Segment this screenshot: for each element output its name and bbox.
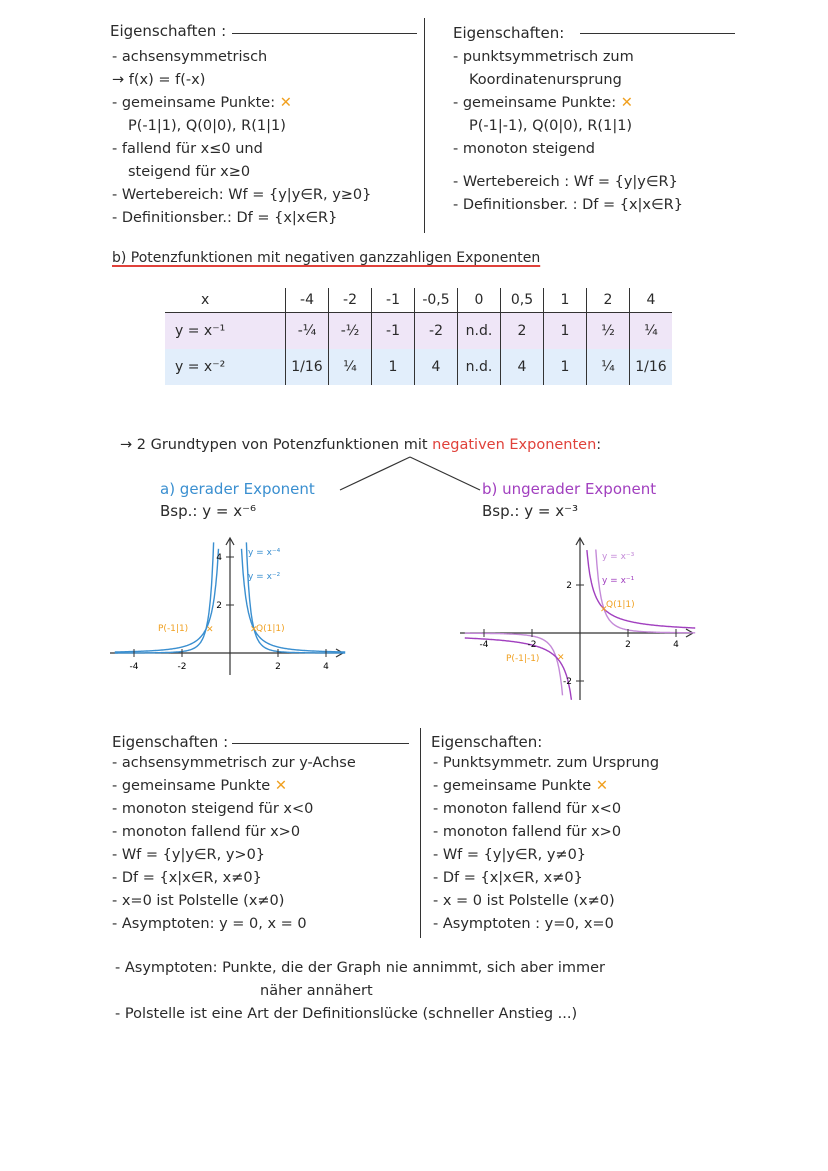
list-item: - Wf = {y|y∈R, y>0} bbox=[112, 847, 266, 863]
list-item: P(-1|1), Q(0|0), R(1|1) bbox=[128, 118, 286, 134]
list-item: - Asymptoten : y=0, x=0 bbox=[433, 916, 614, 932]
list-item: P(-1|-1), Q(0|0), R(1|1) bbox=[469, 118, 633, 134]
list-item: - x=0 ist Polstelle (x≠0) bbox=[112, 893, 285, 909]
list-item: - gemeinsame Punkte ✕ bbox=[112, 778, 287, 794]
table-cell: 4 bbox=[415, 349, 458, 385]
list-item: - Wertebereich: Wf = {y|y∈R, y≥0} bbox=[112, 187, 372, 203]
tick-label: 4 bbox=[673, 640, 679, 650]
function-label: y = x⁻² bbox=[248, 572, 281, 582]
table-cell: ¼ bbox=[587, 349, 630, 385]
list-item: - monoton steigend für x<0 bbox=[112, 801, 314, 817]
point-label: Q(1|1) bbox=[256, 624, 285, 634]
even-exponent-title: a) gerader Exponent bbox=[160, 480, 315, 498]
function-label: y = x⁻¹ bbox=[602, 576, 635, 586]
cross-mark-icon: ✕ bbox=[557, 653, 565, 663]
point-label: P(-1|1) bbox=[158, 624, 189, 634]
tick-label: -2 bbox=[563, 677, 572, 687]
table-cell: 0 bbox=[458, 288, 501, 313]
table-cell: ¼ bbox=[329, 349, 372, 385]
tick-label: -2 bbox=[177, 662, 187, 672]
note-item: - Polstelle ist eine Art der Definitionslücke (schneller Anstieg ...) bbox=[115, 1006, 578, 1022]
table-cell: 2 bbox=[587, 288, 630, 313]
table-cell: -4 bbox=[286, 288, 329, 313]
bottom-left-title: Eigenschaften : bbox=[112, 733, 229, 751]
table-header-row bbox=[165, 288, 672, 313]
note-item: näher annähert bbox=[260, 983, 373, 999]
odd-exponent-example: Bsp.: y = x⁻³ bbox=[482, 502, 579, 520]
curve-x-minus-4 bbox=[115, 542, 214, 653]
tick-label: 4 bbox=[216, 553, 222, 563]
odd-exponent-graph bbox=[460, 535, 700, 705]
column-divider bbox=[420, 728, 421, 938]
even-exponent-graph bbox=[110, 535, 350, 685]
table-cell: 1/16 bbox=[286, 349, 329, 385]
top-right-title: Eigenschaften: bbox=[453, 24, 565, 42]
notes bbox=[115, 957, 605, 1026]
top-left-title: Eigenschaften : bbox=[110, 22, 227, 40]
cross-mark-icon: ✕ bbox=[279, 95, 292, 111]
list-item: - Definitionsber.: Df = {x|x∈R} bbox=[112, 210, 338, 226]
tick-label: -4 bbox=[129, 662, 139, 672]
list-item: - gemeinsame Punkte: ✕ bbox=[453, 95, 633, 111]
top-left-list bbox=[112, 46, 371, 230]
table-cell: -½ bbox=[329, 313, 372, 350]
list-item: - monoton fallend für x<0 bbox=[433, 801, 622, 817]
list-item: - gemeinsame Punkte: ✕ bbox=[112, 95, 292, 111]
curve-x-minus-4 bbox=[246, 542, 345, 653]
list-item: - x = 0 ist Polstelle (x≠0) bbox=[433, 893, 615, 909]
list-item: - Df = {x|x∈R, x≠0} bbox=[112, 870, 262, 886]
table-cell: 1 bbox=[544, 349, 587, 385]
list-item: - monoton fallend für x>0 bbox=[433, 824, 622, 840]
list-item: - monoton fallend für x>0 bbox=[112, 824, 301, 840]
table-cell: n.d. bbox=[458, 313, 501, 350]
tick-label: 2 bbox=[275, 662, 281, 672]
top-right-list bbox=[453, 46, 683, 217]
list-item: Koordinatenursprung bbox=[469, 72, 622, 88]
value-table bbox=[165, 288, 672, 385]
tick-label: -4 bbox=[479, 640, 489, 650]
table-row bbox=[165, 313, 672, 350]
cross-mark-icon: ✕ bbox=[274, 778, 287, 794]
list-item: - Punktsymmetr. zum Ursprung bbox=[433, 755, 660, 771]
table-cell: 0,5 bbox=[501, 288, 544, 313]
table-cell: -¼ bbox=[286, 313, 329, 350]
table-cell: -0,5 bbox=[415, 288, 458, 313]
section-b-title: b) Potenzfunktionen mit negativen ganzzahligen Exponenten bbox=[112, 250, 541, 266]
list-item: - gemeinsame Punkte ✕ bbox=[433, 778, 608, 794]
column-divider bbox=[424, 18, 425, 233]
table-row bbox=[165, 349, 672, 385]
table-cell: 1/16 bbox=[630, 349, 673, 385]
list-item: - achsensymmetrisch zur y-Achse bbox=[112, 755, 356, 771]
bottom-left-list bbox=[112, 752, 356, 936]
cross-mark-icon: ✕ bbox=[206, 625, 214, 635]
tick-label: 4 bbox=[323, 662, 329, 672]
table-cell: 2 bbox=[501, 313, 544, 350]
branch-lines bbox=[330, 455, 490, 495]
point-label: Q(1|1) bbox=[606, 600, 635, 610]
table-cell: ¼ bbox=[630, 313, 673, 350]
list-item: - achsensymmetrisch bbox=[112, 49, 268, 65]
table-cell: ½ bbox=[587, 313, 630, 350]
table-cell: -2 bbox=[329, 288, 372, 313]
table-cell: 4 bbox=[501, 349, 544, 385]
table-cell: -1 bbox=[372, 288, 415, 313]
bottom-right-list bbox=[433, 752, 659, 936]
list-item: → f(x) = f(-x) bbox=[112, 72, 206, 88]
odd-exponent-title: b) ungerader Exponent bbox=[482, 480, 657, 498]
title-rule bbox=[232, 743, 409, 744]
table-cell: x bbox=[201, 292, 210, 308]
cross-mark-icon: ✕ bbox=[595, 778, 608, 794]
title-rule bbox=[580, 33, 735, 34]
function-label: y = x⁻⁴ bbox=[248, 548, 281, 558]
negative-exponents-highlight: negativen Exponenten bbox=[432, 437, 597, 453]
table-cell: -2 bbox=[415, 313, 458, 350]
list-item: steigend für x≥0 bbox=[128, 164, 251, 180]
bottom-right-title: Eigenschaften: bbox=[431, 733, 543, 751]
tick-label: 2 bbox=[566, 581, 572, 591]
table-cell: n.d. bbox=[458, 349, 501, 385]
table-cell: 1 bbox=[544, 313, 587, 350]
table-cell: -1 bbox=[372, 313, 415, 350]
list-item: - Df = {x|x∈R, x≠0} bbox=[433, 870, 583, 886]
table-cell: 1 bbox=[544, 288, 587, 313]
cross-mark-icon: ✕ bbox=[600, 605, 608, 615]
tick-label: 2 bbox=[216, 601, 222, 611]
list-item: - fallend für x≤0 und bbox=[112, 141, 263, 157]
table-cell: y = x⁻¹ bbox=[165, 313, 286, 350]
table-cell: 4 bbox=[630, 288, 673, 313]
grundtypen-heading: → 2 Grundtypen von Potenzfunktionen mit negativen Exponenten: bbox=[120, 437, 602, 453]
even-exponent-example: Bsp.: y = x⁻⁶ bbox=[160, 502, 257, 520]
note-item: - Asymptoten: Punkte, die der Graph nie annimmt, sich aber immer bbox=[115, 960, 605, 976]
list-item: - monoton steigend bbox=[453, 141, 595, 157]
function-label: y = x⁻³ bbox=[602, 552, 635, 562]
tick-label: -2 bbox=[527, 640, 537, 650]
table-cell: 1 bbox=[372, 349, 415, 385]
title-rule bbox=[232, 33, 417, 34]
point-label: P(-1|-1) bbox=[506, 654, 540, 664]
list-item: - Definitionsber. : Df = {x|x∈R} bbox=[453, 197, 683, 213]
list-item: - Wf = {y|y∈R, y≠0} bbox=[433, 847, 587, 863]
list-item: - Wertebereich : Wf = {y|y∈R} bbox=[453, 174, 678, 190]
list-item: - punktsymmetrisch zum bbox=[453, 49, 634, 65]
tick-label: 2 bbox=[625, 640, 631, 650]
list-item: - Asymptoten: y = 0, x = 0 bbox=[112, 916, 307, 932]
cross-mark-icon: ✕ bbox=[620, 95, 633, 111]
cross-mark-icon: ✕ bbox=[250, 625, 258, 635]
table-cell: y = x⁻² bbox=[165, 349, 286, 385]
